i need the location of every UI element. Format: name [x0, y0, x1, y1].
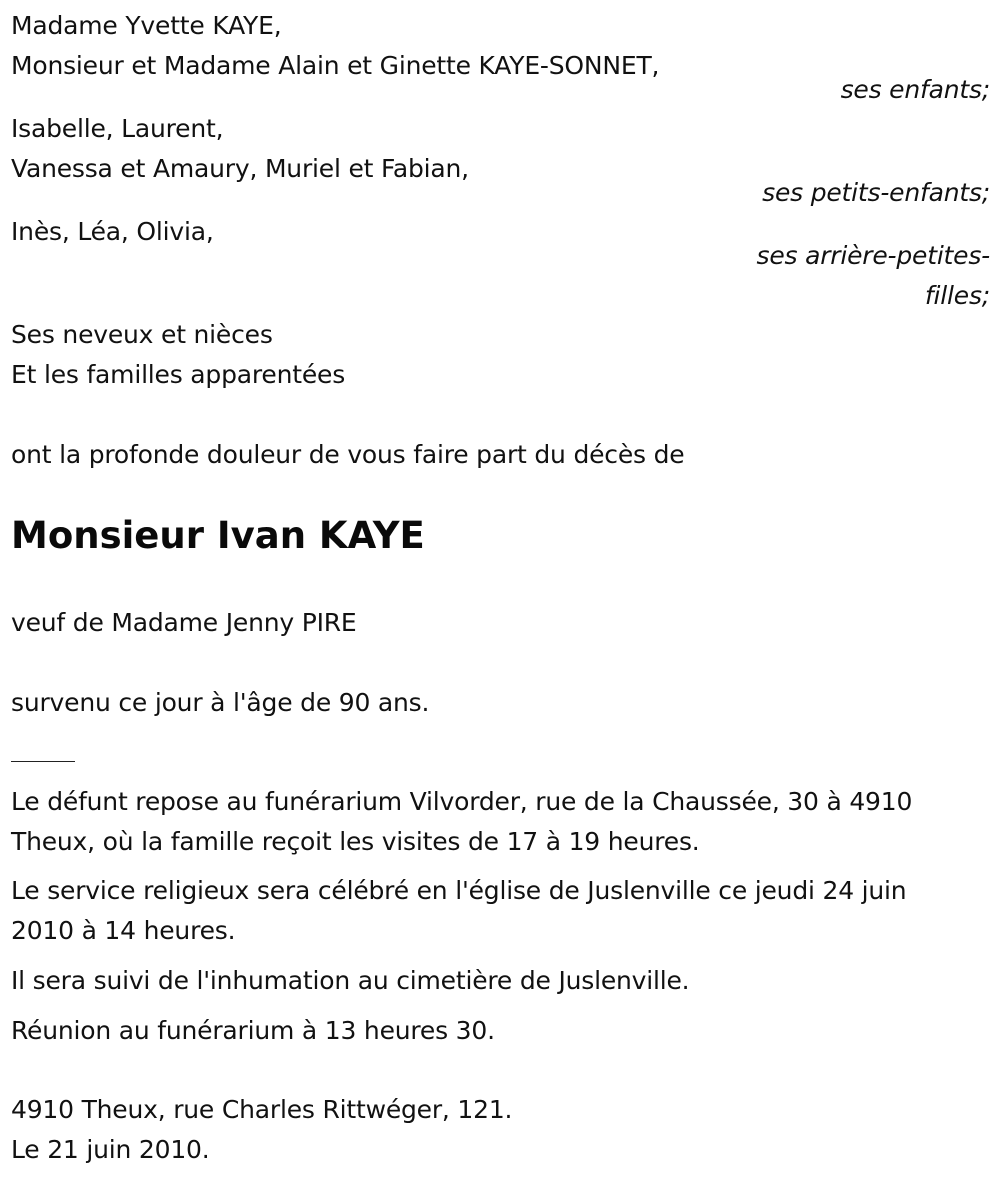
relationship-label-great-granddaughters-cont: filles;: [924, 281, 990, 310]
service-text-line1: Le service religieux sera célébré en l'église de Juslenville ce jeudi 24 juin: [11, 876, 907, 905]
family-member-line: Isabelle, Laurent,: [11, 114, 224, 143]
separator-rule: [11, 761, 75, 762]
family-address: 4910 Theux, rue Charles Rittwéger, 121.: [11, 1095, 513, 1124]
burial-text: Il sera suivi de l'inhumation au cimetière de Juslenville.: [11, 966, 690, 995]
family-member-line: Inès, Léa, Olivia,: [11, 217, 214, 246]
relationship-label-grandchildren: ses petits-enfants;: [762, 178, 990, 207]
family-member-line: Et les familles apparentées: [11, 360, 346, 389]
family-member-line: Monsieur et Madame Alain et Ginette KAYE-SONNET,: [11, 51, 660, 80]
widower-of-text: veuf de Madame Jenny PIRE: [11, 608, 357, 637]
deceased-name: Monsieur Ivan KAYE: [11, 514, 425, 557]
notice-date: Le 21 juin 2010.: [11, 1135, 210, 1164]
announcement-text: ont la profonde douleur de vous faire part du décès de: [11, 440, 685, 469]
repose-text-line1: Le défunt repose au funérarium Vilvorder, rue de la Chaussée, 30 à 4910: [11, 787, 913, 816]
family-member-line: Madame Yvette KAYE,: [11, 11, 282, 40]
service-text-line2: 2010 à 14 heures.: [11, 916, 236, 945]
death-note-text: survenu ce jour à l'âge de 90 ans.: [11, 688, 430, 717]
family-member-line: Ses neveux et nièces: [11, 320, 273, 349]
family-member-line: Vanessa et Amaury, Muriel et Fabian,: [11, 154, 469, 183]
repose-text-line2: Theux, où la famille reçoit les visites de 17 à 19 heures.: [11, 827, 700, 856]
relationship-label-children: ses enfants;: [840, 75, 990, 104]
meeting-text: Réunion au funérarium à 13 heures 30.: [11, 1016, 495, 1045]
relationship-label-great-granddaughters: ses arrière-petites-: [756, 241, 990, 270]
